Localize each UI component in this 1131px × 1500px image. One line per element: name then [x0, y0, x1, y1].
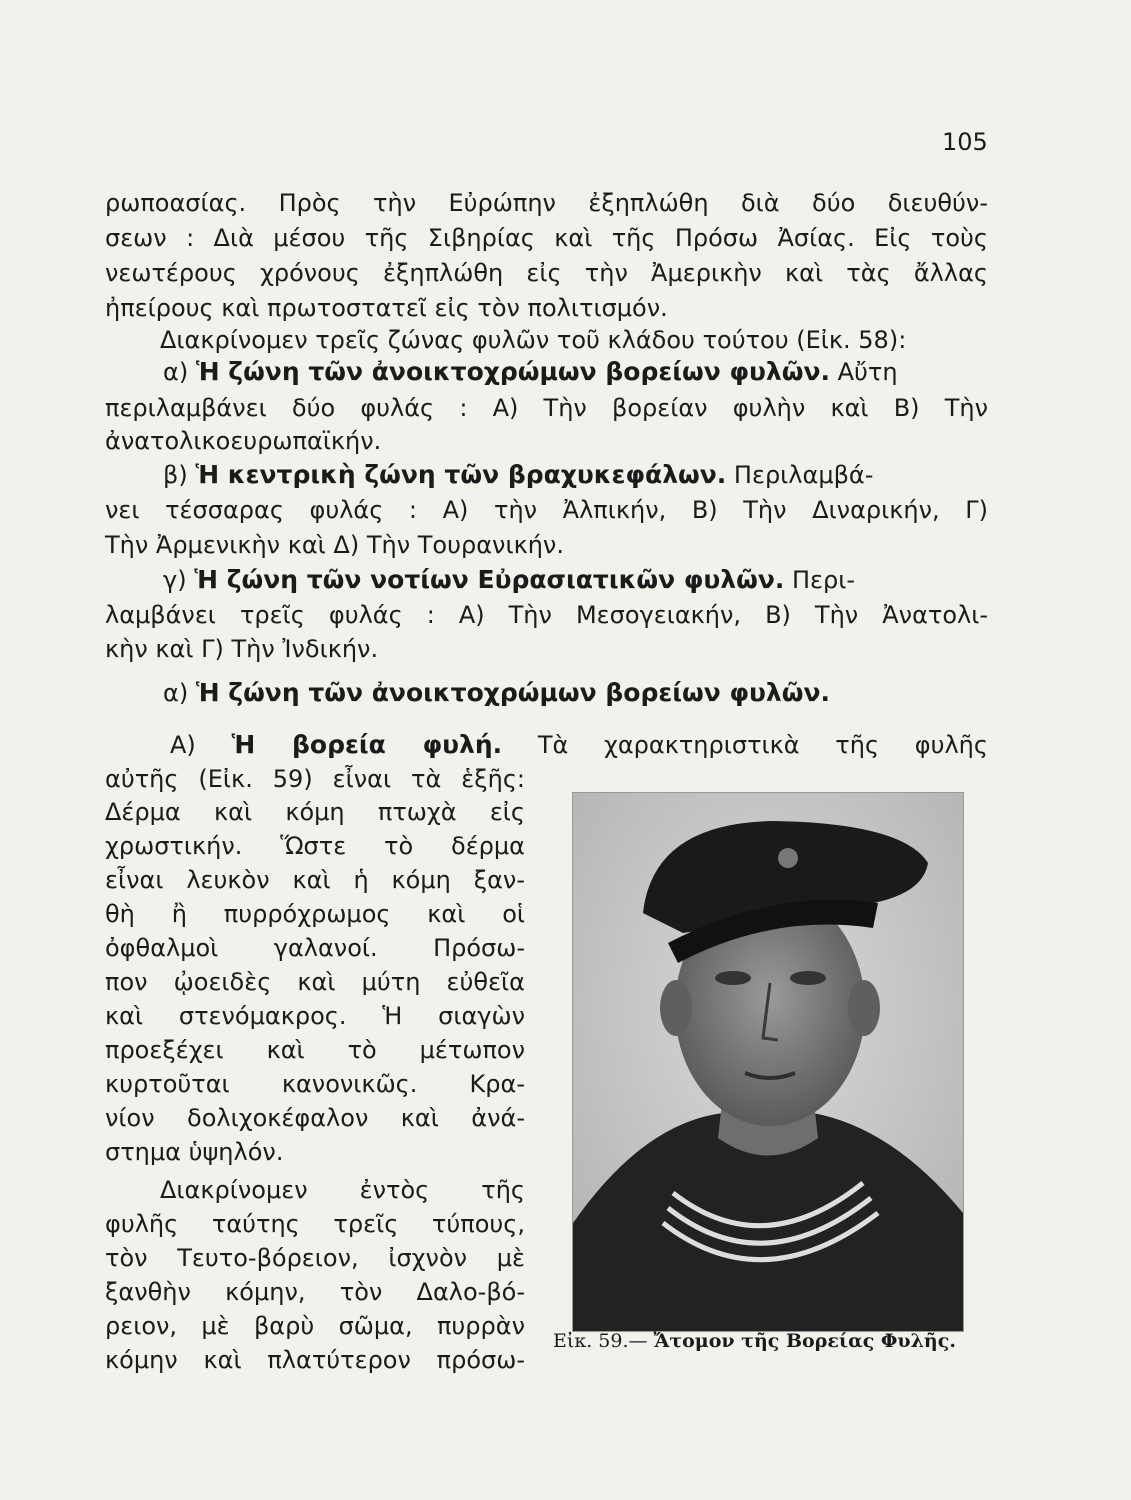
subsection-line — [170, 730, 988, 760]
column-line: κόμην καὶ πλατύτερον πρόσω- — [105, 1346, 525, 1374]
text-line: λαμβάνει τρεῖς φυλάς : Α) Τὴν Μεσογειακήν, Β) Τὴν Ἀνατολι- — [105, 601, 988, 629]
zone-b-title-line — [163, 460, 991, 490]
column-line: εἶναι λευκὸν καὶ ἡ κόμη ξαν- — [105, 866, 525, 894]
column-line: ὀφθαλμοὶ γαλανοί. Πρόσω- — [105, 934, 525, 962]
zone-a-marker: α) — [163, 358, 189, 386]
zone-a-text: Αὔτη — [837, 358, 898, 386]
zone-c-title: Ἡ ζώνη τῶν νοτίων Εὐρασιατικῶν φυλῶν. — [194, 565, 785, 594]
text-line: σεων : Διὰ μέσου τῆς Σιβηρίας καὶ τῆς Πρόσω Ἀσίας. Εἰς τοὺς — [105, 224, 988, 252]
section-heading — [163, 678, 830, 708]
text-line: κὴν καὶ Γ) Τὴν Ἰνδικήν. — [105, 635, 379, 663]
text-line: ἀνατολικοευρωπαϊκήν. — [105, 427, 382, 455]
zone-b-marker: β) — [163, 461, 188, 489]
section-marker: α) — [163, 679, 189, 707]
text-line: Τὴν Ἀρμενικὴν καὶ Δ) Τὴν Τουρανικήν. — [105, 531, 564, 559]
column-line: πον ᾠοειδὲς καὶ μύτη εὐθεῖα — [105, 968, 525, 996]
zone-b-title: Ἡ κεντρικὴ ζώνη τῶν βραχυκεφάλων. — [195, 460, 727, 489]
column-line: κυρτοῦται κανονικῶς. Κρα- — [105, 1070, 525, 1098]
zone-a-title: Ἡ ζώνη τῶν ἀνοικτοχρώμων βορείων φυλῶν. — [195, 357, 830, 386]
column-line: προεξέχει καὶ τὸ μέτωπον — [105, 1036, 525, 1064]
caption-prefix: Εἰκ. 59.— — [553, 1330, 648, 1352]
column-line: Δέρμα καὶ κόμη πτωχὰ εἰς — [105, 798, 525, 826]
column-line: στημα ὑψηλόν. — [105, 1138, 284, 1166]
column-line: φυλῆς ταύτης τρεῖς τύπους, — [105, 1210, 525, 1238]
column-line: καὶ στενόμακρος. Ἡ σιαγὼν — [105, 1002, 525, 1030]
portrait-photo — [572, 792, 964, 1332]
column-line: αὐτῆς (Εἰκ. 59) εἶναι τὰ ἑξῆς: — [105, 765, 525, 793]
column-line: χρωστικήν. Ὥστε τὸ δέρμα — [105, 832, 525, 860]
zone-c-title-line — [163, 565, 991, 595]
portrait-illustration — [573, 793, 963, 1331]
subsection-marker: Α) — [170, 731, 196, 759]
column-line: τὸν Τευτο-βόρειον, ἰσχνὸν μὲ — [105, 1244, 525, 1272]
zone-a-title-line — [163, 357, 991, 387]
zone-c-marker: γ) — [163, 566, 187, 594]
caption-text: Ἄτομον τῆς Βορείας Φυλῆς. — [653, 1330, 956, 1352]
subsection-title: Ἡ βορεία φυλή. — [231, 730, 503, 759]
zone-b-text: Περιλαμβά- — [733, 461, 874, 489]
text-line: ἠπείρους καὶ πρωτοστατεῖ εἰς τὸν πολιτισμόν. — [105, 294, 668, 322]
text-line: νεωτέρους χρόνους ἐξηπλώθη εἰς τὴν Ἀμερικὴν καὶ τὰς ἄλλας — [105, 259, 988, 287]
text-line: νει τέσσαρας φυλάς : Α) τὴν Ἀλπικήν, Β) Τὴν Διναρικήν, Γ) — [105, 496, 988, 524]
text-line: ρωποασίας. Πρὸς τὴν Εὐρώπην ἐξηπλώθη διὰ δύο διευθύν- — [105, 189, 988, 217]
subsection-text: Τὰ χαρακτηριστικὰ τῆς φυλῆς — [537, 731, 988, 759]
column-line: θὴ ἢ πυρρόχρωμος καὶ οἱ — [105, 900, 525, 928]
column-line: ξανθὴν κόμην, τὸν Δαλο-βό- — [105, 1278, 525, 1306]
section-title: Ἡ ζώνη τῶν ἀνοικτοχρώμων βορείων φυλῶν. — [195, 678, 830, 707]
text-line: περιλαμβάνει δύο φυλάς : Α) Τὴν βορείαν φυλὴν καὶ Β) Τὴν — [105, 394, 988, 422]
text-line: Διακρίνομεν τρεῖς ζώνας φυλῶν τοῦ κλάδου τούτου (Εἰκ. 58): — [160, 326, 907, 354]
column-line: Διακρίνομεν ἐντὸς τῆς — [160, 1176, 525, 1204]
figure-caption — [553, 1330, 973, 1352]
page-number: 105 — [942, 128, 988, 156]
column-line: ρειον, μὲ βαρὺ σῶμα, πυρρὰν — [105, 1312, 525, 1340]
column-line: νίον δολιχοκέφαλον καὶ ἀνά- — [105, 1104, 525, 1132]
zone-c-text: Περι- — [792, 566, 856, 594]
